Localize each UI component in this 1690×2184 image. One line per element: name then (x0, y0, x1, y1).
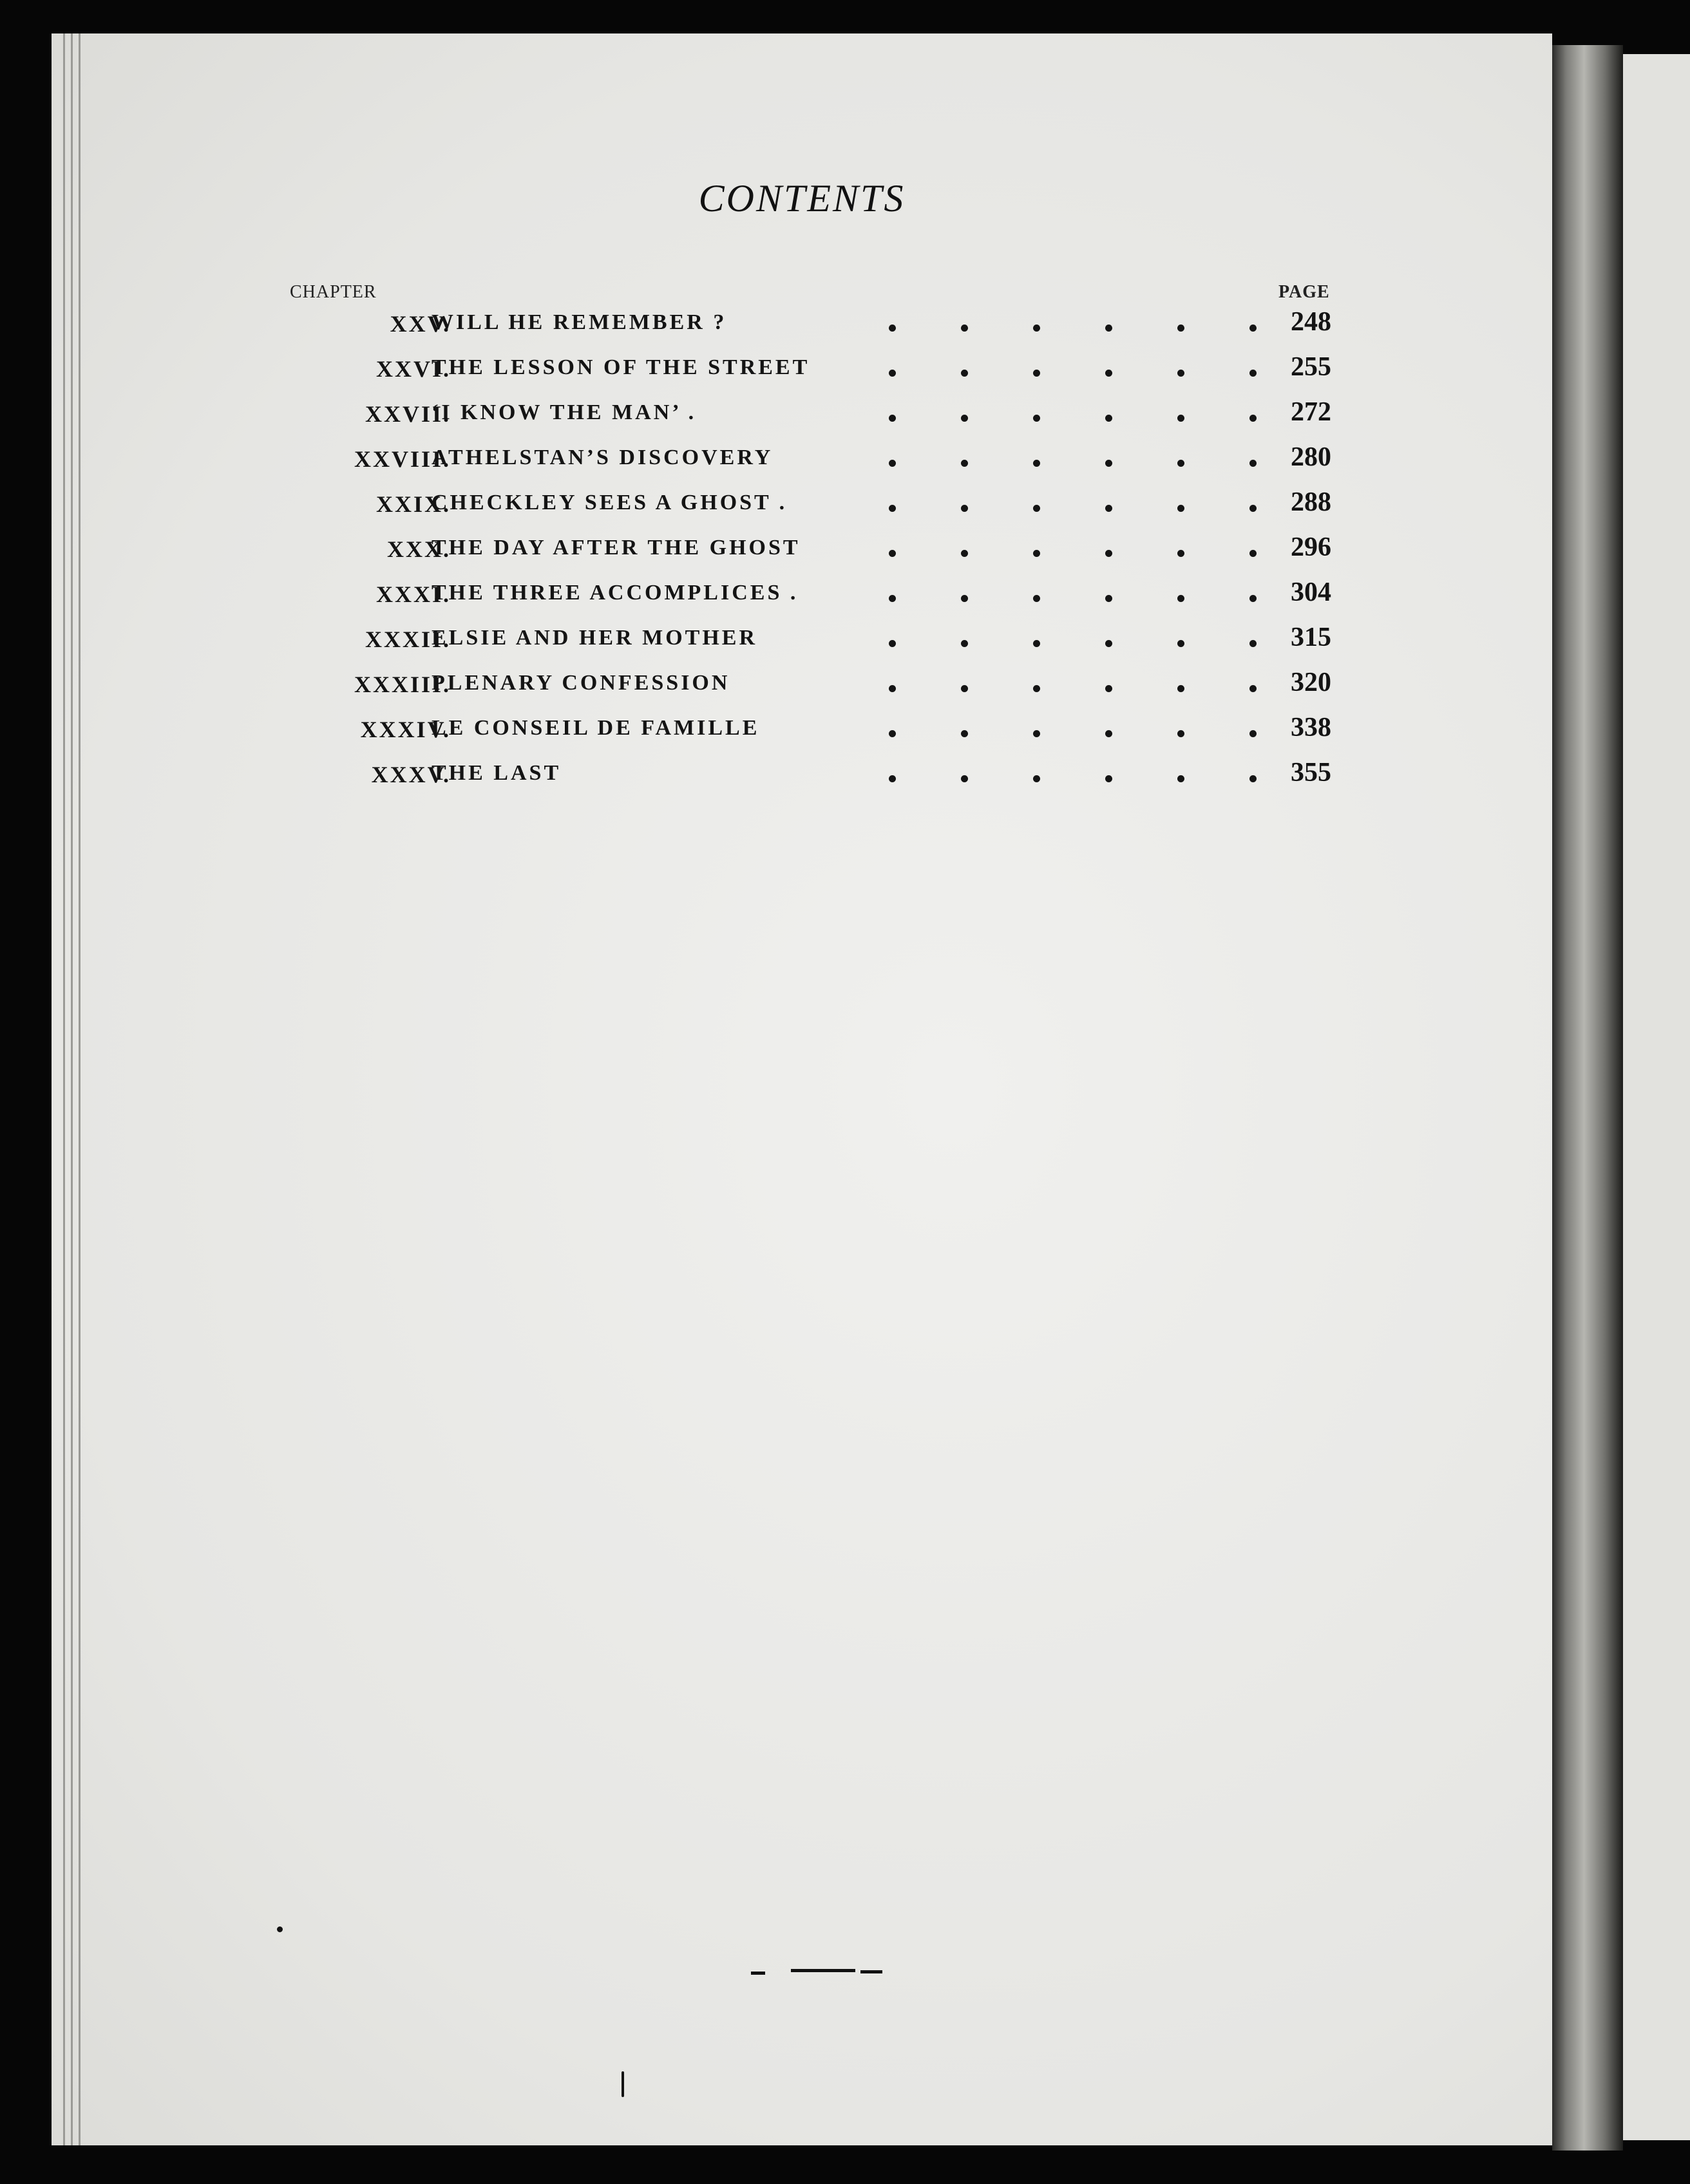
chapter-title: ELSIE AND HER MOTHER (432, 626, 758, 650)
scan-speck (277, 1926, 283, 1932)
leader-dot (889, 550, 896, 557)
leader-dot (961, 640, 968, 647)
dot-leader (837, 488, 1288, 514)
leader-dot (889, 325, 896, 332)
leader-dot (961, 685, 968, 692)
leader-dot (889, 370, 896, 377)
leader-dot (1249, 460, 1257, 467)
chapter-numeral: XXXIII. (354, 672, 451, 697)
dot-leader (837, 353, 1288, 379)
leader-dot (1177, 460, 1184, 467)
dot-leader (837, 308, 1288, 334)
page-number: 280 (1291, 442, 1331, 472)
chapter-numeral: XXVIII. (354, 446, 451, 472)
leader-dot (889, 685, 896, 692)
leader-dot (889, 775, 896, 782)
leader-dot (1033, 595, 1040, 602)
leader-dot (1033, 775, 1040, 782)
chapter-numeral: XXVI. (375, 356, 451, 382)
book-binding (1552, 45, 1623, 2151)
leader-dot (1249, 595, 1257, 602)
page-number: 272 (1291, 397, 1331, 427)
dot-leader (837, 443, 1288, 469)
leader-dot (961, 325, 968, 332)
page-number: 320 (1291, 668, 1331, 697)
leader-dot (1105, 775, 1112, 782)
chapter-title: LE CONSEIL DE FAMILLE (432, 716, 760, 740)
chapter-title: THE DAY AFTER THE GHOST (432, 536, 801, 560)
toc-row (52, 349, 1552, 388)
dot-leader (837, 578, 1288, 604)
page-number: 355 (1291, 758, 1331, 787)
contents-title: CONTENTS (698, 177, 906, 220)
chapter-numeral: XXX. (387, 536, 451, 562)
chapter-title: CHECKLEY SEES A GHOST . (432, 491, 788, 514)
leader-dot (889, 595, 896, 602)
scan-mark (751, 1972, 765, 1975)
page-number: 338 (1291, 713, 1331, 742)
scan-mark (860, 1970, 882, 1973)
toc-row (52, 755, 1552, 793)
leader-dot (961, 775, 968, 782)
page-number: 255 (1291, 352, 1331, 382)
chapter-numeral: XXXI. (375, 581, 451, 607)
leader-dot (1033, 415, 1040, 422)
toc-row (52, 394, 1552, 433)
chapter-numeral: XXV. (390, 311, 451, 337)
leader-dot (1249, 640, 1257, 647)
leader-dot (1177, 685, 1184, 692)
leader-dot (1033, 460, 1040, 467)
chapter-title: THE LAST (432, 761, 562, 785)
leader-dot (1249, 370, 1257, 377)
leader-dot (961, 370, 968, 377)
leader-dot (1177, 370, 1184, 377)
leader-dot (961, 550, 968, 557)
leader-dot (1177, 640, 1184, 647)
chapter-title: THE THREE ACCOMPLICES . (432, 581, 799, 605)
leader-dot (1177, 325, 1184, 332)
leader-dot (1249, 730, 1257, 737)
page-column-header: PAGE (1278, 282, 1330, 302)
page-number: 315 (1291, 623, 1331, 652)
chapter-numeral: XXIX. (375, 491, 451, 517)
dot-leader (837, 758, 1288, 784)
leader-dot (1105, 325, 1112, 332)
leader-dot (1033, 685, 1040, 692)
chapter-title: WILL HE REMEMBER ? (432, 310, 727, 334)
facing-page (1623, 54, 1690, 2140)
leader-dot (1105, 460, 1112, 467)
page-number: 288 (1291, 487, 1331, 517)
leader-dot (1177, 505, 1184, 512)
chapter-title: THE LESSON OF THE STREET (432, 355, 810, 379)
toc-row (52, 664, 1552, 703)
book-page (52, 33, 1552, 2145)
leader-dot (1105, 370, 1112, 377)
leader-dot (1249, 685, 1257, 692)
chapter-numeral: XXXV. (371, 762, 451, 787)
chapter-numeral: XXVII. (365, 401, 451, 427)
leader-dot (889, 640, 896, 647)
chapter-numeral: XXXII. (365, 626, 451, 652)
dot-leader (837, 623, 1288, 649)
toc-row (52, 304, 1552, 343)
page-number: 304 (1291, 578, 1331, 607)
leader-dot (1033, 370, 1040, 377)
leader-dot (1105, 550, 1112, 557)
leader-dot (961, 595, 968, 602)
dot-leader (837, 533, 1288, 559)
toc-row (52, 574, 1552, 613)
leader-dot (1249, 550, 1257, 557)
leader-dot (1105, 640, 1112, 647)
leader-dot (1177, 730, 1184, 737)
leader-dot (889, 505, 896, 512)
leader-dot (1177, 775, 1184, 782)
leader-dot (1177, 415, 1184, 422)
toc-row (52, 710, 1552, 748)
toc-row (52, 619, 1552, 658)
leader-dot (889, 730, 896, 737)
leader-dot (1033, 550, 1040, 557)
toc-row (52, 529, 1552, 568)
leader-dot (1105, 595, 1112, 602)
page-number: 296 (1291, 532, 1331, 562)
leader-dot (961, 415, 968, 422)
dot-leader (837, 713, 1288, 739)
chapter-numeral: XXXIV. (360, 717, 451, 742)
leader-dot (1177, 550, 1184, 557)
scan-speck (622, 2071, 624, 2097)
chapter-column-header: CHAPTER (290, 282, 377, 302)
chapter-title: PLENARY CONFESSION (432, 671, 730, 695)
leader-dot (1105, 730, 1112, 737)
toc-row (52, 484, 1552, 523)
leader-dot (1033, 505, 1040, 512)
leader-dot (961, 730, 968, 737)
leader-dot (1033, 640, 1040, 647)
leader-dot (889, 415, 896, 422)
leader-dot (1105, 415, 1112, 422)
leader-dot (1249, 505, 1257, 512)
leader-dot (961, 460, 968, 467)
leader-dot (1249, 325, 1257, 332)
leader-dot (1249, 775, 1257, 782)
leader-dot (1033, 730, 1040, 737)
page-number: 248 (1291, 307, 1331, 337)
leader-dot (1105, 505, 1112, 512)
leader-dot (1105, 685, 1112, 692)
leader-dot (889, 460, 896, 467)
leader-dot (1033, 325, 1040, 332)
dot-leader (837, 668, 1288, 694)
leader-dot (1177, 595, 1184, 602)
scan-mark (791, 1969, 855, 1972)
leader-dot (961, 505, 968, 512)
toc-row (52, 439, 1552, 478)
chapter-title: ATHELSTAN’S DISCOVERY (432, 446, 774, 469)
leader-dot (1249, 415, 1257, 422)
dot-leader (837, 398, 1288, 424)
chapter-title: ‘I KNOW THE MAN’ . (432, 400, 697, 424)
